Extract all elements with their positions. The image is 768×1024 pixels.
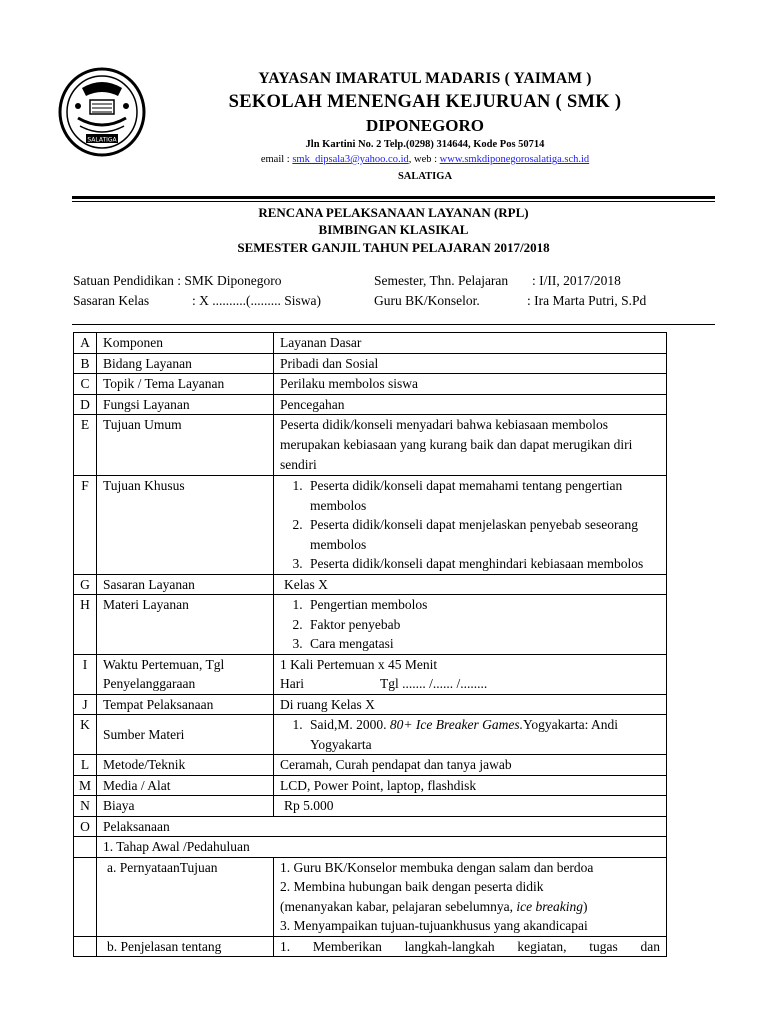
row-code: I bbox=[74, 654, 97, 694]
sub-step-label: a. PernyataanTujuan bbox=[97, 857, 274, 936]
row-value: Peserta didik/konseli menyadari bahwa kebiasaan membolos merupakan kebiasaan yang kurang baik dan dapat merugikan diri sendiri bbox=[274, 415, 667, 476]
table-row bbox=[74, 816, 667, 837]
date-label: Tgl ....... /...... /........ bbox=[380, 676, 488, 691]
table-row bbox=[74, 574, 667, 595]
list-item: 1. Pengertian membolos bbox=[306, 595, 660, 615]
city: SALATIGA bbox=[397, 171, 453, 182]
row-label: Metode/Teknik bbox=[97, 755, 274, 776]
row-label: Tujuan Umum bbox=[97, 415, 274, 476]
table-row bbox=[74, 394, 667, 415]
row-value-list bbox=[274, 715, 667, 755]
row-label: Materi Layanan bbox=[97, 595, 274, 655]
row-code: K bbox=[74, 715, 97, 755]
table-row bbox=[74, 857, 667, 936]
school-type: SEKOLAH MENENGAH KEJURUAN ( SMK ) bbox=[228, 92, 622, 112]
list-item bbox=[306, 715, 660, 754]
row-label: Tempat Pelaksanaan bbox=[97, 694, 274, 715]
table-row bbox=[74, 715, 667, 755]
info-satuan: Satuan Pendidikan : SMK Diponegoro bbox=[73, 273, 282, 288]
list-item: 2. Peserta didik/konseli dapat menjelaskan penyebab seseorang membolos bbox=[306, 515, 660, 554]
list-item: 1. Peserta didik/konseli dapat memahami tentang pengertian membolos bbox=[306, 476, 660, 515]
row-label: Tujuan Khusus bbox=[97, 476, 274, 575]
row-code: D bbox=[74, 394, 97, 415]
school-address: Jln Kartini No. 2 Telp.(0298) 314644, Kode Pos 50714 bbox=[305, 139, 545, 150]
info-sasaran-label: Sasaran Kelas bbox=[73, 293, 150, 308]
row-value: Perilaku membolos siswa bbox=[274, 374, 667, 395]
row-value: Kelas X bbox=[274, 574, 667, 595]
row-code: B bbox=[74, 353, 97, 374]
table-row bbox=[74, 936, 667, 957]
step-line: 1. Guru BK/Konselor membuka dengan salam dan berdoa bbox=[280, 859, 594, 875]
step-text: (menanyakan kabar, pelajaran sebelumnya, bbox=[280, 898, 517, 914]
row-label: Sasaran Layanan bbox=[97, 574, 274, 595]
row-code: G bbox=[74, 574, 97, 595]
info-guru-label: Guru BK/Konselor. bbox=[374, 293, 480, 308]
stage-heading: 1. Tahap Awal /Pedahuluan bbox=[97, 837, 667, 858]
step-line bbox=[280, 897, 660, 917]
info-sasaran-value: : X ..........(......... Siswa) bbox=[192, 293, 321, 308]
doc-semester: SEMESTER GANJIL TAHUN PELAJARAN 2017/2018 bbox=[237, 240, 550, 255]
reference-author: Said,M. 2000. bbox=[310, 717, 390, 732]
info-guru-value: : Ira Marta Putri, S.Pd bbox=[527, 293, 647, 308]
table-row bbox=[74, 796, 667, 817]
row-value: Di ruang Kelas X bbox=[274, 694, 667, 715]
date-line bbox=[280, 674, 660, 694]
list-item: 3. Peserta didik/konseli dapat menghindari kebiasaan membolos bbox=[306, 554, 660, 574]
info-semester-label: Semester, Thn. Pelajaran bbox=[374, 273, 509, 288]
letterhead bbox=[0, 0, 768, 200]
row-code: A bbox=[74, 333, 97, 354]
row-code: E bbox=[74, 415, 97, 476]
row-label: Komponen bbox=[97, 333, 274, 354]
table-row bbox=[74, 333, 667, 354]
row-value: Ceramah, Curah pendapat dan tanya jawab bbox=[274, 755, 667, 776]
web-link[interactable]: www.smkdiponegorosalatiga.sch.id bbox=[439, 154, 590, 165]
table-row bbox=[74, 775, 667, 796]
sub-step-label: b. Penjelasan tentang bbox=[97, 936, 274, 957]
table-row bbox=[74, 837, 667, 858]
school-emblem-icon bbox=[56, 66, 148, 158]
sub-step-value: 1. Memberikan langkah-langkah kegiatan, tugas dan bbox=[274, 936, 667, 957]
list-item: 3. Cara mengatasi bbox=[306, 634, 660, 654]
email-link[interactable]: smk_dipsala3@yahoo.co.id bbox=[292, 154, 409, 165]
row-value-list bbox=[274, 595, 667, 655]
row-code: N bbox=[74, 796, 97, 817]
row-value: LCD, Power Point, laptop, flashdisk bbox=[274, 775, 667, 796]
row-value-list bbox=[274, 476, 667, 575]
reference-title: 80+ Ice Breaker Games. bbox=[389, 717, 523, 732]
rpl-table bbox=[73, 332, 667, 957]
row-value: Pencegahan bbox=[274, 394, 667, 415]
row-label: Media / Alat bbox=[97, 775, 274, 796]
day-label: Hari bbox=[280, 676, 304, 691]
step-line: 3. Menyampaikan tujuan-tujuankhusus yang akandicapai bbox=[280, 918, 588, 933]
row-label: Bidang Layanan bbox=[97, 353, 274, 374]
step-text: ) bbox=[582, 898, 588, 914]
row-code: H bbox=[74, 595, 97, 655]
table-row bbox=[74, 415, 667, 476]
step-line: 2. Membina hubungan baik dengan peserta didik bbox=[280, 879, 544, 894]
email-label: email : bbox=[260, 154, 293, 165]
doc-subtitle: BIMBINGAN KLASIKAL bbox=[318, 222, 469, 237]
contact-line bbox=[150, 154, 700, 165]
row-code: O bbox=[74, 816, 97, 837]
row-value bbox=[274, 654, 667, 694]
reference-publisher: Yogyakarta: Andi Yogyakarta bbox=[310, 717, 618, 752]
row-label: Waktu Pertemuan, Tgl Penyelanggaraan bbox=[97, 654, 274, 694]
list-item: 2. Faktor penyebab bbox=[306, 615, 660, 635]
table-row bbox=[74, 654, 667, 694]
web-label: , web : bbox=[408, 154, 440, 165]
row-label: Fungsi Layanan bbox=[97, 394, 274, 415]
row-code: F bbox=[74, 476, 97, 575]
header-divider-thick bbox=[72, 196, 715, 199]
row-code: L bbox=[74, 755, 97, 776]
row-code: M bbox=[74, 775, 97, 796]
row-code-empty bbox=[74, 837, 97, 858]
row-code: C bbox=[74, 374, 97, 395]
row-value: Pribadi dan Sosial bbox=[274, 353, 667, 374]
info-divider bbox=[72, 324, 715, 325]
row-code: J bbox=[74, 694, 97, 715]
school-name: DIPONEGORO bbox=[365, 116, 485, 135]
row-code-empty bbox=[74, 857, 97, 936]
doc-title: RENCANA PELAKSANAAN LAYANAN (RPL) bbox=[258, 205, 529, 220]
table-row bbox=[74, 374, 667, 395]
row-label: Sumber Materi bbox=[97, 715, 274, 755]
sub-step-value bbox=[274, 857, 667, 936]
table-row bbox=[74, 595, 667, 655]
table-row bbox=[74, 755, 667, 776]
row-label: Pelaksanaan bbox=[97, 816, 667, 837]
row-label: Biaya bbox=[97, 796, 274, 817]
header-divider-thin bbox=[72, 201, 715, 202]
row-code-empty bbox=[74, 936, 97, 957]
info-semester-value: : I/II, 2017/2018 bbox=[532, 273, 621, 288]
foundation-name: YAYASAN IMARATUL MADARIS ( YAIMAM ) bbox=[258, 70, 592, 87]
table-row bbox=[74, 694, 667, 715]
row-value: Layanan Dasar bbox=[274, 333, 667, 354]
step-text-italic: ice breaking bbox=[516, 898, 583, 914]
time-value: 1 Kali Pertemuan x 45 Menit bbox=[280, 656, 438, 672]
row-label: Topik / Tema Layanan bbox=[97, 374, 274, 395]
table-row bbox=[74, 353, 667, 374]
emblem-text: SALATIGA bbox=[87, 136, 117, 144]
table-row bbox=[74, 476, 667, 575]
row-value: Rp 5.000 bbox=[274, 796, 667, 817]
